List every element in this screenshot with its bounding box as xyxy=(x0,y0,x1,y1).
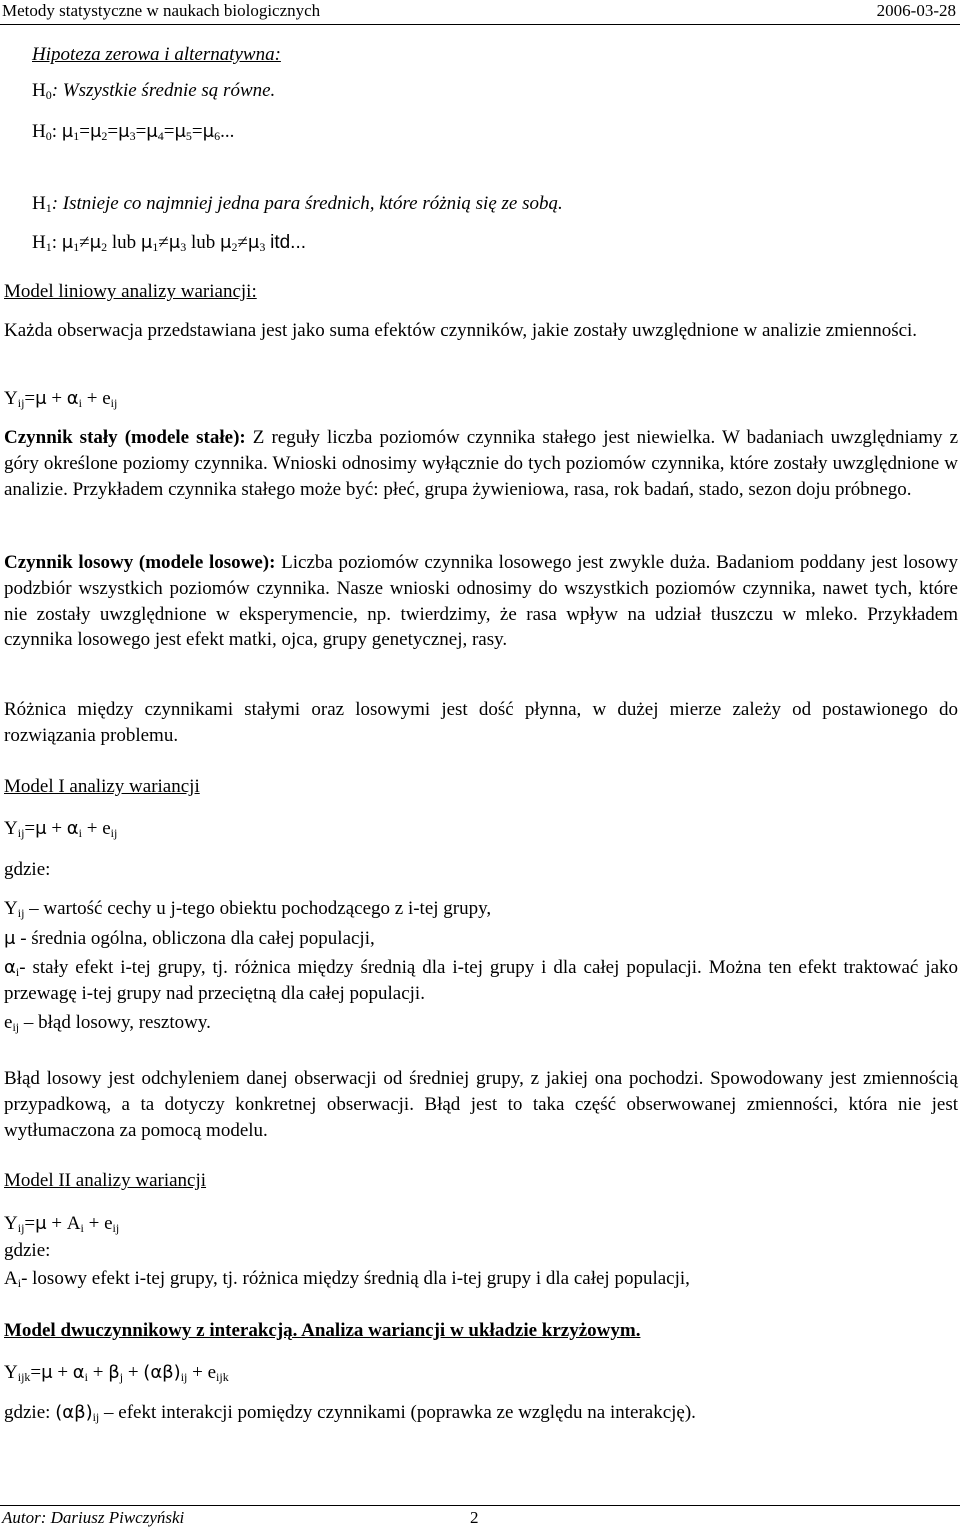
model1-y-desc: $Y_{ij}$ – wartość cechy u j-tego obiektu pochodzącego z i-tej grupy, xyxy=(4,898,492,920)
model1-formula: $Y_{ij}=\mu + \alpha_i + e_{ij}$ xyxy=(4,818,118,840)
h1-formula: $H_1$: $\mu_1\ne\mu_2$ lub $\mu_1\ne\mu_3$ lub $\mu_2\ne\mu_3$ itd... xyxy=(32,232,307,254)
random-error-paragraph: Błąd losowy jest odchyleniem danej obserwacji od średniej grupy, z jakiej ona pochodzi. Spowodowany jest zmiennością przypadkową, a ta dotyczy konkretnej obserwacji. Błąd jest to taka część obserwowanej zmienności, która nie jest wytłumaczona za pomocą modelu. xyxy=(4,1068,958,1141)
linear-model-heading: Model liniowy analizy wariancji: xyxy=(4,281,257,302)
h0-formula: $H_0$: $\mu_1=\mu_2=\mu_3=\mu_4=\mu_5=\mu_6$... xyxy=(32,121,235,143)
two-factor-gdzie: gdzie: $(\alpha\beta)_{ij}$ – efekt interakcji pomiędzy czynnikami (poprawka ze względu na interakcję). xyxy=(4,1402,696,1424)
page-header xyxy=(0,0,960,25)
linear-model-text: Każda obserwacja przedstawiana jest jako suma efektów czynników, jakie zostały uwzględnione w analizie zmienności. xyxy=(4,320,918,341)
model2-a-desc: $A_i-$ losowy efekt i-tej grupy, tj. różnica między średnią dla i-tej grupy i dla całej populacji, xyxy=(4,1268,690,1290)
page-footer xyxy=(0,1505,960,1529)
model1-alpha-desc: $\alpha_i-$ stały efekt i-tej grupy, tj. różnica między średnią dla i-tej grupy i dla całej populacji. Można ten efekt traktować jako przewagę i-tej grupy nad przeciętną dla całej populacji. xyxy=(4,957,958,1004)
h1-line: $H_1$: Istnieje co najmniej jedna para średnich, które różnią się ze sobą. xyxy=(32,193,563,215)
page-number: 2 xyxy=(470,1508,479,1527)
linear-model-formula: $Y_{ij}=\mu + \alpha_i + e_{ij}$ xyxy=(4,388,118,410)
model2-gdzie: gdzie: xyxy=(4,1240,51,1261)
footer-author: Autor: Dariusz Piwczyński xyxy=(2,1508,185,1527)
fixed-factor-paragraph: Czynnik stały (modele stałe): Z reguły liczba poziomów czynnika stałego jest niewielka. W badaniach uwzględniamy z góry określone poziomy czynnika. Wnioski odnosimy wyłącznie do tych poziomów czynnika, które zostały uwzględnione w analizie. Przykładem czynnika stałego może być: płeć, grupa żywieniowa, rasa, rok badań, stado, sezon doju próbnego. xyxy=(4,427,958,500)
model2-formula: $Y_{ij}=\mu + A_i + e_{ij}$ xyxy=(4,1213,120,1235)
two-factor-heading: Model dwuczynnikowy z interakcją. Analiza wariancji w układzie krzyżowym. xyxy=(4,1320,641,1341)
difference-paragraph: Różnica między czynnikami stałymi oraz losowymi jest dość płynna, w dużej mierze zależy od postawionego do rozwiązania problemu. xyxy=(4,699,958,746)
model1-mu-desc: μ - średnia ogólna, obliczona dla całej populacji, xyxy=(4,928,375,949)
hypothesis-heading: Hipoteza zerowa i alternatywna: xyxy=(32,44,281,65)
two-factor-formula: $Y_{ijk}=\mu + \alpha_i + \beta_j + (\alpha\beta)_{ij} + e_{ijk}$ xyxy=(4,1362,229,1384)
model1-heading: Model I analizy wariancji xyxy=(4,776,200,797)
h0-line: $H_0$: Wszystkie średnie są równe. xyxy=(32,80,276,102)
random-factor-paragraph: Czynnik losowy (modele losowe): Liczba poziomów czynnika losowego jest zwykle duża. Badaniom poddany jest losowy podzbiór wszystkich poziomów czynnika. Nasze wnioski odnosimy do wszystkich poziomów czynnika, nawet tych, które nie zostały uwzględnione w eksperymencie, np. twierdzimy, że rasa wpływ na udział tłuszczu w mleko. Przykładem czynnika losowego jest efekt matki, ojca, grupy genetycznej, rasy. xyxy=(4,552,958,651)
model1-gdzie: gdzie: xyxy=(4,859,51,880)
header-date: 2006-03-28 xyxy=(876,1,956,20)
model1-e-desc: $e_{ij}$ – błąd losowy, resztowy. xyxy=(4,1012,211,1034)
header-title: Metody statystyczne w naukach biologicznych xyxy=(2,1,321,20)
model2-heading: Model II analizy wariancji xyxy=(4,1170,207,1191)
